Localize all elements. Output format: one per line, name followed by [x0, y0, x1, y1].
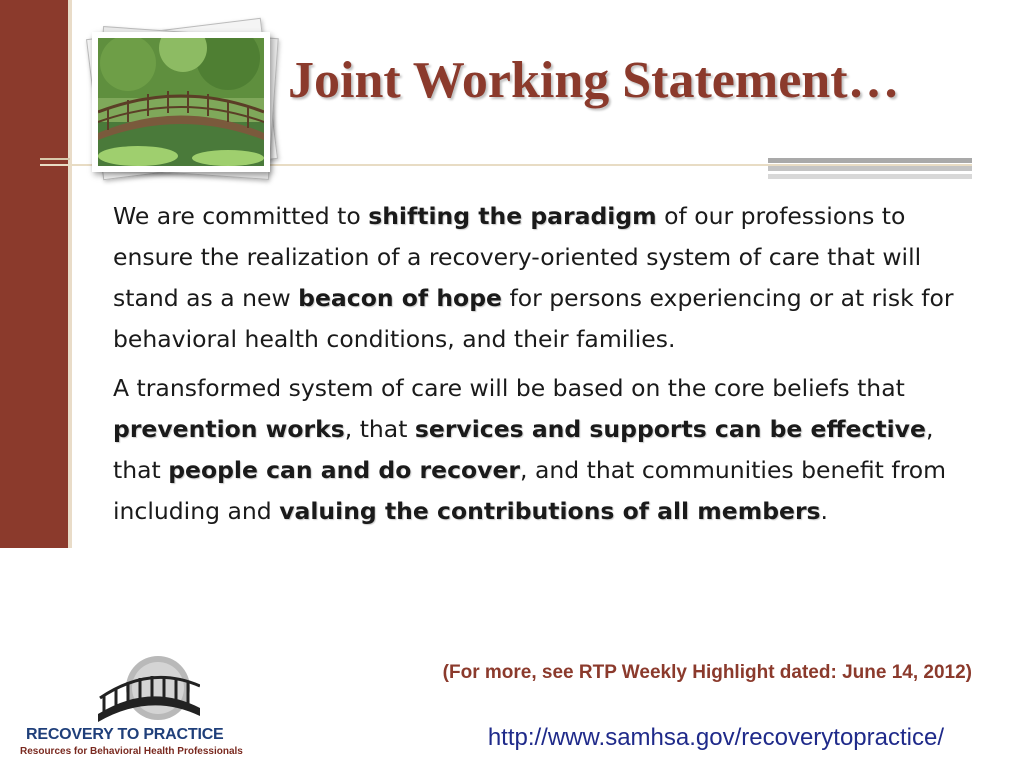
- emphasis-text: beacon of hope: [298, 284, 502, 312]
- paragraph-commitment: We are committed to shifting the paradigm of our professions to ensure the realization of a recovery-oriented system of care that will stand as a new beacon of hope for persons experiencing or at risk for behavioral health conditions, and their families.: [113, 202, 954, 353]
- slide-body: [113, 196, 981, 540]
- emphasis-text: people can and do recover: [168, 456, 520, 484]
- emphasis-text: valuing the contributions of all members: [279, 497, 821, 525]
- emphasis-text: prevention works: [113, 415, 345, 443]
- decorative-bars: [768, 158, 972, 182]
- sidebar-accent-bar: [0, 0, 68, 548]
- emphasis-text: shifting the paradigm: [368, 202, 657, 230]
- garden-bridge-photo: [92, 32, 270, 172]
- logo-tagline: Resources for Behavioral Health Professionals: [20, 746, 243, 757]
- paragraph-core-beliefs: A transformed system of care will be based on the core beliefs that prevention works, that services and supports can be effective, that people can and do recover, and that communities benefit from including and valuing the contributions of all members.: [113, 374, 947, 525]
- footnote: (For more, see RTP Weekly Highlight dated: June 14, 2012): [442, 662, 972, 683]
- slide-title: Joint Working Statement…: [288, 52, 900, 109]
- title-rule-tick: [40, 158, 70, 160]
- rtp-logo: [18, 652, 258, 762]
- samhsa-link[interactable]: http://www.samhsa.gov/recoverytopractice/: [487, 724, 944, 751]
- emphasis-text: services and supports can be effective: [414, 415, 926, 443]
- bridge-logo-icon: [90, 652, 200, 732]
- photo-stack: [84, 22, 284, 182]
- logo-name: RECOVERY TO PRACTICE: [26, 726, 224, 743]
- sidebar-shadow: [68, 0, 72, 548]
